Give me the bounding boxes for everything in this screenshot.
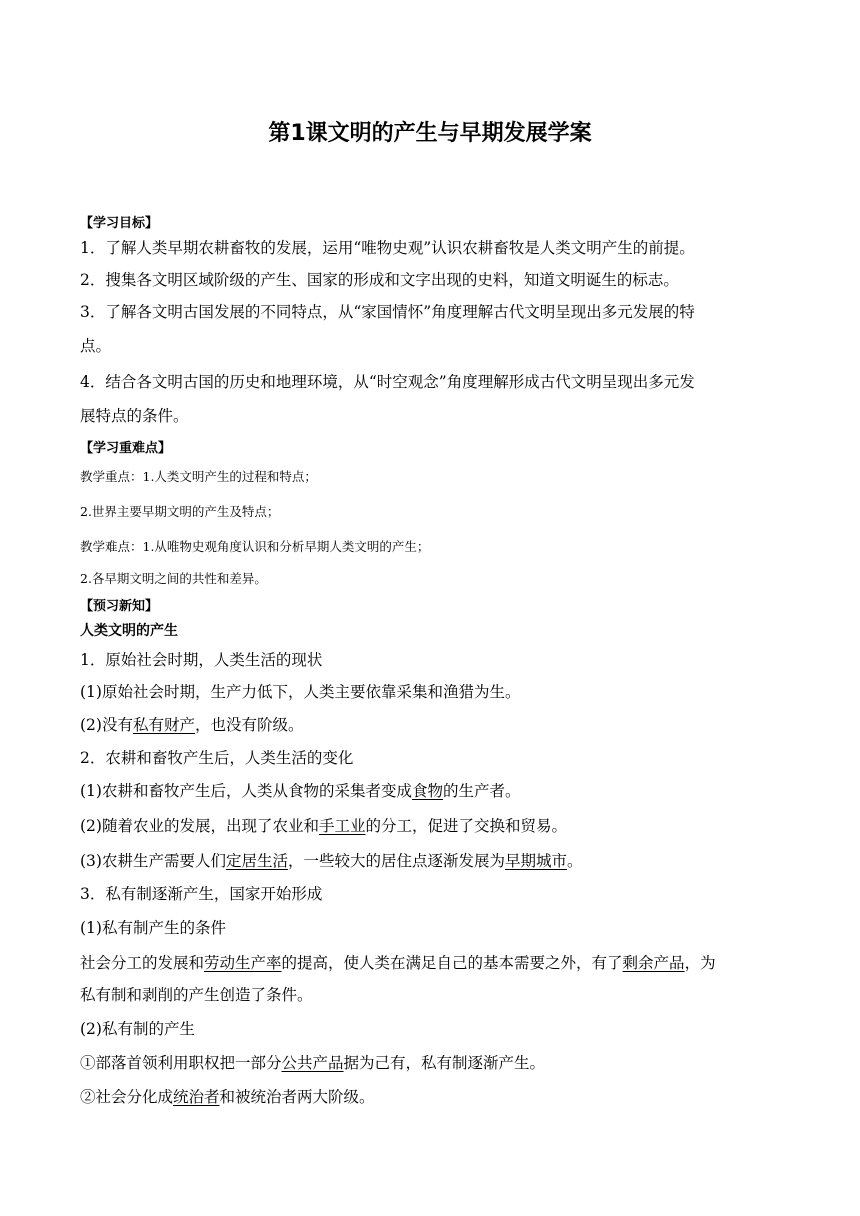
blank-answer: 定居生活 (225, 852, 288, 870)
blank-answer: 食物 (411, 782, 443, 800)
preview-point-3b-2: ②社会分化成统治者和被统治者两大阶级。 (80, 1088, 375, 1106)
preview-header: 【预习新知】 (80, 599, 159, 614)
preview-point-3b-1: ①部落首领利用职权把一部分公共产品据为己有，私有制逐渐产生。 (80, 1054, 546, 1072)
preview-point-2b: (2)随着农业的发展，出现了农业和手工业的分工，促进了交换和贸易。 (80, 817, 567, 835)
preview-point-3: 3．私有制逐渐产生，国家开始形成 (80, 885, 323, 903)
preview-point-3a-text-1: 社会分工的发展和劳动生产率的提高，使人类在满足自己的基本需要之外，有了剩余产品，为 (80, 954, 716, 972)
preview-point-1a: (1)原始社会时期，生产力低下，人类主要依靠采集和渔猎为生。 (80, 683, 521, 701)
blank-answer: 统治者 (173, 1088, 220, 1106)
keypoints-header: 【学习重难点】 (80, 441, 172, 456)
goal-item-2: 2．搜集各文明区域阶级的产生、国家的形成和文字出现的史料，知道文明诞生的标志。 (80, 271, 679, 289)
goal-item-4-line-2: 展特点的条件。 (80, 407, 189, 425)
keypoint-line-4: 2.各早期文明之间的共性和差异。 (80, 571, 267, 586)
preview-point-3a: (1)私有制产生的条件 (80, 919, 226, 937)
blank-answer: 手工业 (318, 817, 366, 835)
goal-item-3-line-2: 点。 (80, 337, 112, 355)
keypoint-line-2: 2.世界主要早期文明的产生及特点； (80, 504, 280, 519)
preview-point-1: 1．原始社会时期，人类生活的现状 (80, 651, 323, 669)
preview-subheader: 人类文明的产生 (80, 623, 178, 639)
preview-point-1b: (2)没有私有财产，也没有阶级。 (80, 716, 304, 734)
goal-item-1: 1．了解人类早期农耕畜牧的发展，运用“唯物史观”认识农耕畜牧是人类文明产生的前提。 (80, 239, 695, 257)
blank-answer: 私有财产 (132, 716, 195, 734)
preview-point-3b: (2)私有制的产生 (80, 1020, 195, 1038)
keypoint-line-3: 教学难点：1.从唯物史观角度认识和分析早期人类文明的产生； (80, 539, 430, 554)
blank-answer: 早期城市 (505, 852, 568, 870)
preview-point-2a: (1)农耕和畜牧产生后，人类从食物的采集者变成食物的生产者。 (80, 782, 521, 800)
preview-point-3a-text-2: 私有制和剥削的产生创造了条件。 (80, 986, 313, 1004)
goal-item-3-line-1: 3．了解各文明古国发展的不同特点，从“家国情怀”角度理解古代文明呈现出多元发展的特 (80, 303, 695, 321)
blank-answer: 公共产品 (281, 1054, 344, 1072)
blank-answer: 剩余产品 (622, 954, 685, 972)
blank-answer: 劳动生产率 (204, 954, 282, 972)
goal-item-4-line-1: 4．结合各文明古国的历史和地理环境，从“时空观念”角度理解形成古代文明呈现出多元发 (80, 373, 695, 391)
keypoint-line-1: 教学重点：1.人类文明产生的过程和特点； (80, 469, 317, 484)
preview-point-2: 2．农耕和畜牧产生后，人类生活的变化 (80, 749, 354, 767)
preview-point-2c: (3)农耕生产需要人们定居生活，一些较大的居住点逐渐发展为早期城市。 (80, 852, 583, 870)
goals-header: 【学习目标】 (80, 216, 159, 231)
document-title: 第1课文明的产生与早期发展学案 (268, 121, 592, 146)
